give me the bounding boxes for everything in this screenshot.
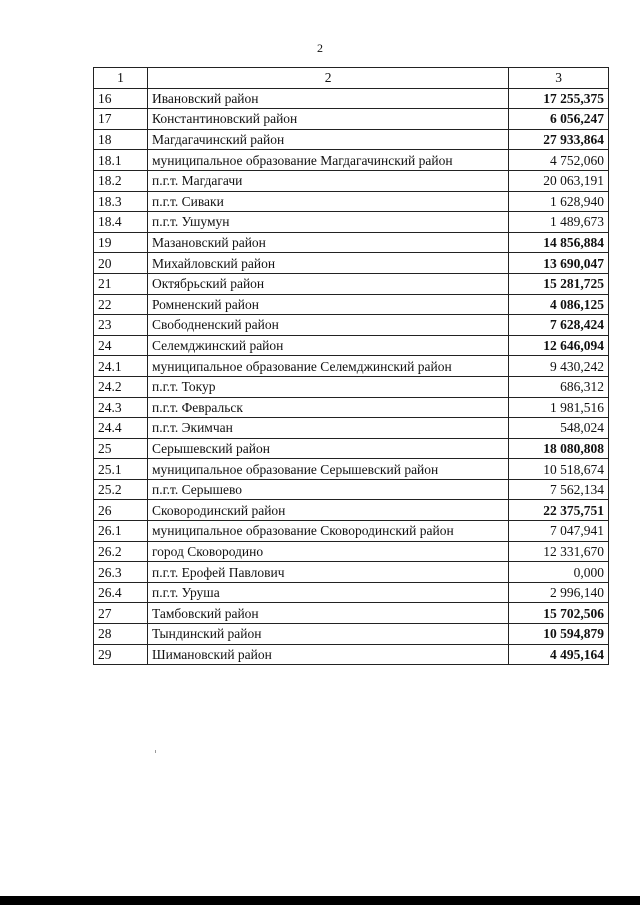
table-row <box>94 232 609 253</box>
table-row <box>94 109 609 130</box>
row-value: 20 063,191 <box>509 170 609 191</box>
row-number: 16 <box>94 88 148 109</box>
row-number: 29 <box>94 644 148 665</box>
row-name: Свободненский район <box>147 315 508 336</box>
row-name: п.г.т. Экимчан <box>147 418 508 439</box>
table-row <box>94 541 609 562</box>
row-number: 28 <box>94 624 148 645</box>
row-name: муниципальное образование Сковородинский район <box>147 521 508 542</box>
row-number: 26.4 <box>94 582 148 603</box>
table-row <box>94 335 609 356</box>
row-name: п.г.т. Сиваки <box>147 191 508 212</box>
table-header-row <box>94 68 609 89</box>
table-row <box>94 88 609 109</box>
row-name: п.г.т. Серышево <box>147 479 508 500</box>
row-name: п.г.т. Ушумун <box>147 212 508 233</box>
row-name: муниципальное образование Магдагачинский район <box>147 150 508 171</box>
table-row <box>94 418 609 439</box>
row-value: 27 933,864 <box>509 129 609 150</box>
row-number: 24.4 <box>94 418 148 439</box>
row-number: 21 <box>94 273 148 294</box>
row-number: 27 <box>94 603 148 624</box>
table-row <box>94 459 609 480</box>
table-row <box>94 582 609 603</box>
row-value: 686,312 <box>509 376 609 397</box>
row-number: 25 <box>94 438 148 459</box>
row-value: 6 056,247 <box>509 109 609 130</box>
row-value: 15 702,506 <box>509 603 609 624</box>
row-name: Мазановский район <box>147 232 508 253</box>
table-row <box>94 521 609 542</box>
table-row <box>94 438 609 459</box>
row-name: п.г.т. Ерофей Павлович <box>147 562 508 583</box>
row-name: Тындинский район <box>147 624 508 645</box>
row-value: 17 255,375 <box>509 88 609 109</box>
row-value: 18 080,808 <box>509 438 609 459</box>
row-number: 26.1 <box>94 521 148 542</box>
table-row <box>94 315 609 336</box>
row-name: п.г.т. Токур <box>147 376 508 397</box>
row-number: 26.3 <box>94 562 148 583</box>
table-row <box>94 562 609 583</box>
row-number: 18.3 <box>94 191 148 212</box>
table-row <box>94 191 609 212</box>
row-value: 12 646,094 <box>509 335 609 356</box>
column-header-2: 2 <box>147 68 508 89</box>
scan-edge-bar <box>0 896 640 905</box>
row-name: муниципальное образование Селемджинский район <box>147 356 508 377</box>
table-row <box>94 644 609 665</box>
row-value: 10 594,879 <box>509 624 609 645</box>
table-header <box>94 68 609 89</box>
table-row <box>94 170 609 191</box>
row-value: 9 430,242 <box>509 356 609 377</box>
row-number: 26.2 <box>94 541 148 562</box>
row-value: 10 518,674 <box>509 459 609 480</box>
table-row <box>94 294 609 315</box>
row-number: 19 <box>94 232 148 253</box>
table-row <box>94 479 609 500</box>
row-value: 7 562,134 <box>509 479 609 500</box>
column-header-3: 3 <box>509 68 609 89</box>
row-number: 25.2 <box>94 479 148 500</box>
row-number: 24.2 <box>94 376 148 397</box>
table-row <box>94 253 609 274</box>
row-value: 1 628,940 <box>509 191 609 212</box>
row-name: п.г.т. Уруша <box>147 582 508 603</box>
row-name: Сковородинский район <box>147 500 508 521</box>
row-number: 22 <box>94 294 148 315</box>
row-value: 2 996,140 <box>509 582 609 603</box>
row-name: Магдагачинский район <box>147 129 508 150</box>
row-number: 24.3 <box>94 397 148 418</box>
row-name: Ромненский район <box>147 294 508 315</box>
row-name: муниципальное образование Серышевский район <box>147 459 508 480</box>
row-name: Михайловский район <box>147 253 508 274</box>
table-row <box>94 624 609 645</box>
row-value: 7 047,941 <box>509 521 609 542</box>
table-row <box>94 129 609 150</box>
row-value: 4 495,164 <box>509 644 609 665</box>
row-value: 13 690,047 <box>509 253 609 274</box>
row-number: 20 <box>94 253 148 274</box>
table-row <box>94 356 609 377</box>
page-number: 2 <box>317 41 323 55</box>
row-value: 548,024 <box>509 418 609 439</box>
table-row <box>94 212 609 233</box>
data-table <box>93 67 609 665</box>
row-value: 1 981,516 <box>509 397 609 418</box>
table-row <box>94 500 609 521</box>
row-name: п.г.т. Магдагачи <box>147 170 508 191</box>
row-name: Серышевский район <box>147 438 508 459</box>
table-row <box>94 150 609 171</box>
row-value: 4 086,125 <box>509 294 609 315</box>
row-name: Октябрьский район <box>147 273 508 294</box>
row-number: 24.1 <box>94 356 148 377</box>
row-value: 14 856,884 <box>509 232 609 253</box>
row-number: 26 <box>94 500 148 521</box>
row-name: Селемджинский район <box>147 335 508 356</box>
column-header-1: 1 <box>94 68 148 89</box>
row-name: п.г.т. Февральск <box>147 397 508 418</box>
row-name: Ивановский район <box>147 88 508 109</box>
row-number: 25.1 <box>94 459 148 480</box>
row-number: 18.2 <box>94 170 148 191</box>
row-value: 4 752,060 <box>509 150 609 171</box>
table-row <box>94 603 609 624</box>
row-value: 0,000 <box>509 562 609 583</box>
row-name: город Сковородино <box>147 541 508 562</box>
row-number: 24 <box>94 335 148 356</box>
table-row <box>94 273 609 294</box>
row-name: Тамбовский район <box>147 603 508 624</box>
table-body <box>94 88 609 665</box>
table-row <box>94 397 609 418</box>
row-number: 23 <box>94 315 148 336</box>
scan-mark <box>155 750 156 753</box>
row-value: 7 628,424 <box>509 315 609 336</box>
row-number: 18.1 <box>94 150 148 171</box>
row-number: 18 <box>94 129 148 150</box>
row-name: Шимановский район <box>147 644 508 665</box>
table-row <box>94 376 609 397</box>
row-value: 22 375,751 <box>509 500 609 521</box>
row-number: 18.4 <box>94 212 148 233</box>
row-value: 12 331,670 <box>509 541 609 562</box>
row-number: 17 <box>94 109 148 130</box>
row-value: 15 281,725 <box>509 273 609 294</box>
row-value: 1 489,673 <box>509 212 609 233</box>
row-name: Константиновский район <box>147 109 508 130</box>
